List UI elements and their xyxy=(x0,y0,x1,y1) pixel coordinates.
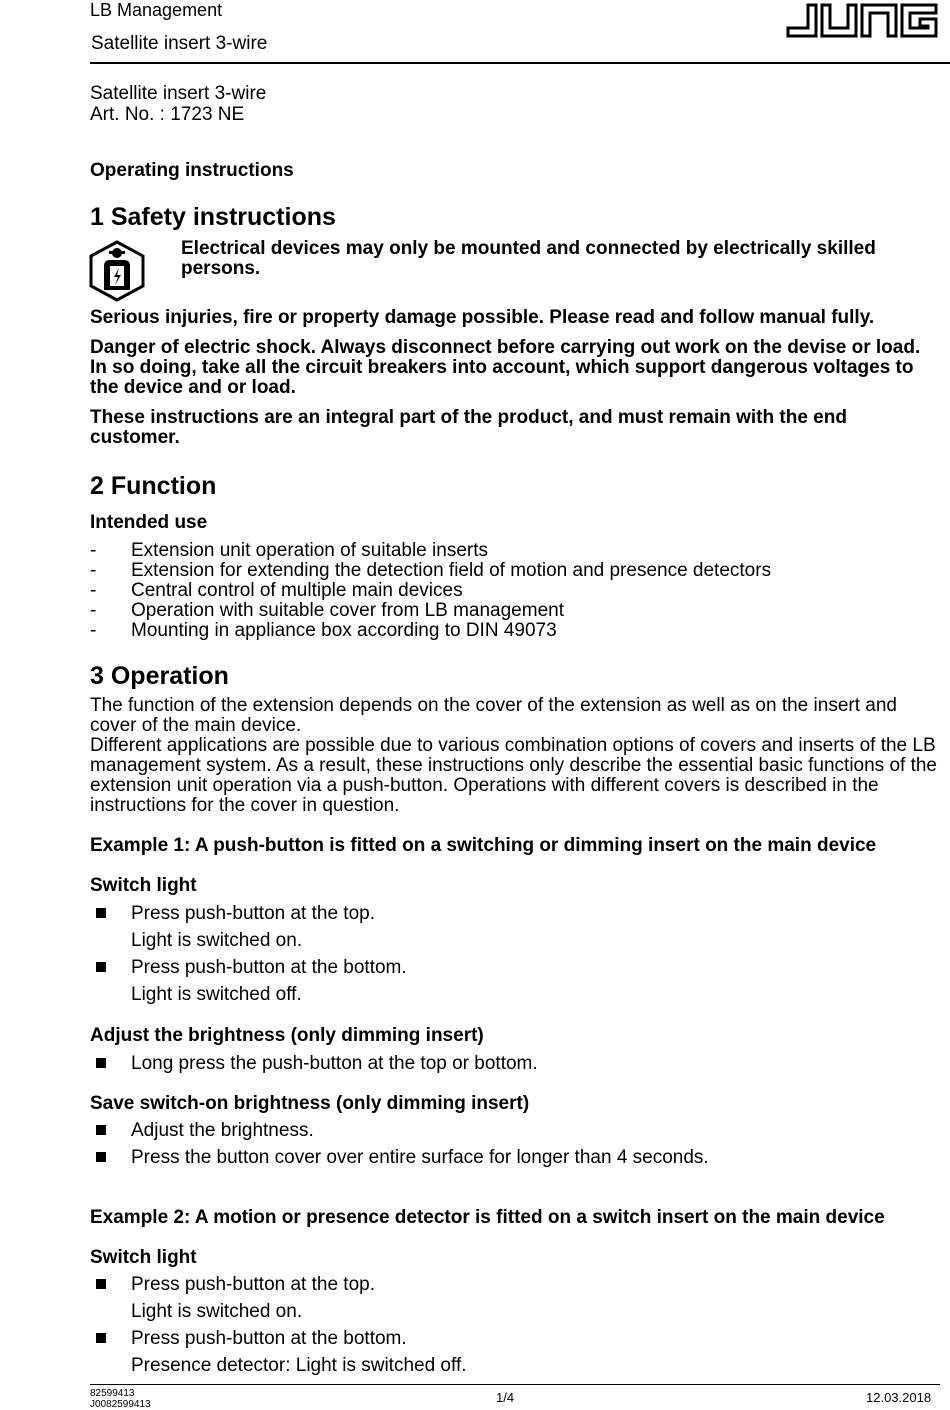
section-heading-safety: 1 Safety instructions xyxy=(90,203,336,231)
section-heading-operation: 3 Operation xyxy=(90,662,229,690)
jung-logo xyxy=(786,2,938,40)
example-1-heading: Example 1: A push-button is fitted on a switching or dimming insert on the main device xyxy=(90,835,877,856)
safety-paragraph-1: Serious injuries, fire or property damage possible. Please read and follow manual fully. xyxy=(90,307,875,328)
footer-code-2: J0082599413 xyxy=(90,1399,151,1410)
operation-paragraph-1: The function of the extension depends on the cover of the extension as well as on the insert and cover of the main device. xyxy=(90,695,897,736)
product-name: Satellite insert 3-wire xyxy=(90,83,267,104)
product-block xyxy=(90,83,266,125)
brightness-heading: Adjust the brightness (only dimming insert) xyxy=(90,1025,484,1046)
footer-date: 12.03.2018 xyxy=(866,1390,932,1405)
intended-use-heading: Intended use xyxy=(90,512,208,533)
skilled-persons-warning: Electrical devices may only be mounted and connected by electrically skilled persons. xyxy=(181,238,876,279)
section-heading-function: 2 Function xyxy=(90,472,217,500)
article-number: Art. No. : 1723 NE xyxy=(90,104,245,125)
example-2-heading: Example 2: A motion or presence detector is fitted on a switch insert on the main device xyxy=(90,1207,885,1228)
header-rule xyxy=(90,62,950,64)
header-title: LB Management xyxy=(90,0,223,20)
document-type: Operating instructions xyxy=(90,160,294,181)
operation-paragraph-2: Different applications are possible due to various combination options of covers and inserts of the LB management system. As a result, these instructions only describe the essential basic functions of the extension unit operation via a push-button. Operations with different covers is described in the instructions for the cover in question. xyxy=(90,735,937,816)
footer-code-1: 82599413 xyxy=(90,1388,135,1399)
electrician-warning-icon xyxy=(89,240,145,302)
footer-rule xyxy=(90,1384,940,1385)
safety-paragraph-3: These instructions are an integral part of the product, and must remain with the end customer. xyxy=(90,407,847,448)
switch-light-heading: Switch light xyxy=(90,875,197,896)
switch-light-heading-2: Switch light xyxy=(90,1247,197,1268)
page-number: 1/4 xyxy=(496,1390,515,1405)
header-subtitle: Satellite insert 3-wire xyxy=(91,33,268,54)
safety-paragraph-2: Danger of electric shock. Always disconnect before carrying out work on the devise or load. In so doing, take all the circuit breakers into account, which support dangerous voltages to the device and or load. xyxy=(90,337,921,398)
save-brightness-heading: Save switch-on brightness (only dimming insert) xyxy=(90,1093,530,1114)
footer-codes xyxy=(90,1388,151,1410)
